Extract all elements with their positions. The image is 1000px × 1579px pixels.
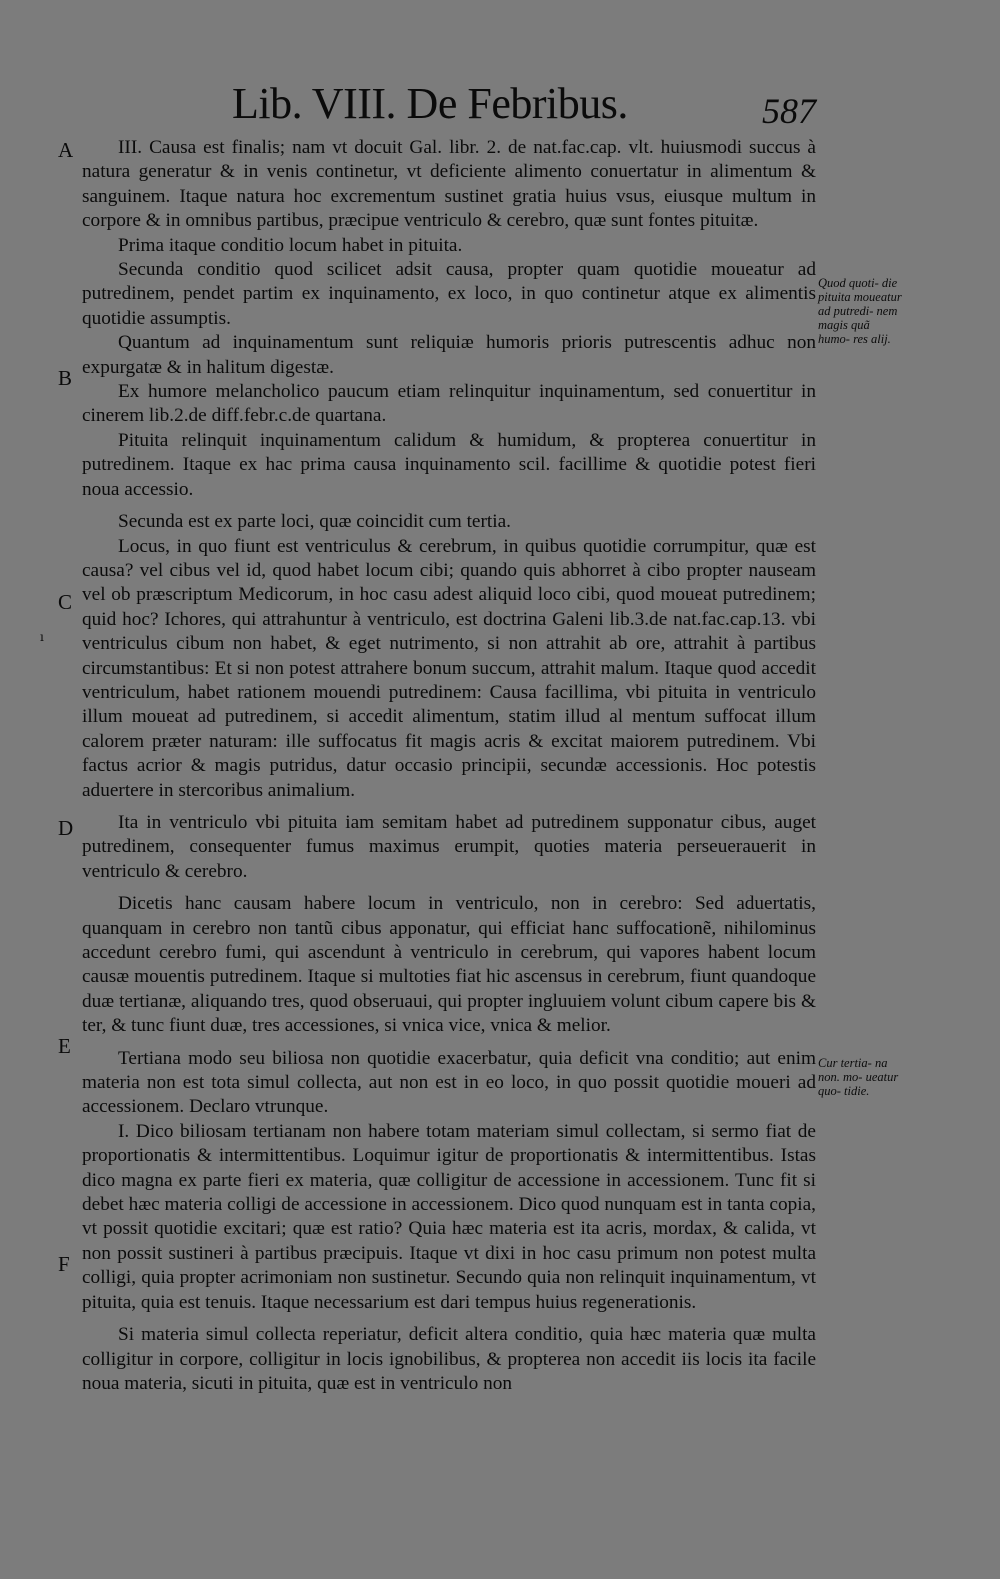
paragraph: Quantum ad inquinamentum sunt reliquiæ humoris prioris putrescentis adhuc non expurgatæ & in halitum digestæ. (82, 332, 816, 378)
paragraph: Dicetis hanc causam habere locum in ventriculo, non in cerebro: Sed aduertatis, quanquam in cerebro non tantũ cibus apponatur, qui efficiat hanc suffocationẽ, nihilominus accedunt cerebro fumi, qui ascendunt à ventriculo in cerebrum, qui vapores habent locum causæ mouentis putredinem. Itaque si multoties fiat hic ascensus in cerebrum, fiunt quandoque duæ tertianæ, aliquando tres, quod obseruaui, qui propter ingluuiem volunt cibum capere bis & ter, & tunc fiunt duæ, tres accessiones, si vnica vice, vnica & melior. (82, 893, 816, 1037)
section-letter-c: C (58, 590, 73, 614)
margin-note-tertiana: Cur tertia- na non. mo- ueatur quo- tidie. (818, 1056, 899, 1098)
page-number: 587 (762, 91, 816, 131)
paragraph: Pituita relinquit inquinamentum calidum & humidum, & propterea conuertitur in putredinem. Itaque ex hac prima causa inquinamento scil. facillime & quotidie potest fieri noua accessio. (82, 429, 816, 500)
main-text (82, 136, 816, 1396)
paragraph: Secunda conditio quod scilicet adsit causa, propter quam quotidie moueatur ad putredinem, pendet partim ex inquinamento, ex loco, in quo continetur atque ex alimentis quotidie assumptis. (82, 259, 816, 329)
paragraph: I. Dico biliosam tertianam non habere totam materiam simul collectam, si sermo fiat de proportionatis & intermittentibus. Loquimur igitur de proportionatis & intermittentibus. Istas dico magna ex parte fieri ex materia, quæ colligitur de accessione in accessionem. Tunc fit si debet hæc materia colligi de accessione in accessionem. Dico quod nunquam est in tanta copia, vt possit quotidie excitari; quæ est ratio? Quia hæc materia est ita acris, mordax, & calida, vt non possit sustineri à partibus præcipuis. Itaque vt dixi in hoc casu primum non potest multa colligi, quia propter acrimoniam non sustinetur. Secundo quia non relinquit inquinamentum, vt pituita, quia est tenuis. Itaque necessarium est dari tempus huius regenerationis. (82, 1120, 816, 1313)
paragraph: III. Causa est finalis; nam vt docuit Gal. libr. 2. de nat.fac.cap. vlt. huiusmodi succus à natura generatur & in venis continetur, vt deficiente alimento conuertatur in alimentum & sanguinem. Itaque natura hoc excrementum sustinet gratia huius vsus, eiusque multum in corpore & in omnibus partibus, præcipue ventriculo & cerebro, quæ sunt fontes pituitæ. (82, 137, 816, 232)
paragraph: Tertiana modo seu biliosa non quotidie exacerbatur, quia deficit vna conditio; aut enim materia non est tota simul collecta, aut non est in eo loco, in quo possit quotidie moueri ad accessionem. Declaro vtrunque. (82, 1047, 816, 1118)
paragraph: Ex humore melancholico paucum etiam relinquitur inquinamentum, sed conuertitur in cinerem lib.2.de diff.febr.c.de quartana. (82, 381, 816, 427)
paragraph: Prima itaque conditio locum habet in pituita. (118, 234, 463, 256)
section-letter-b: B (58, 366, 73, 390)
section-letter-f: F (58, 1252, 70, 1276)
running-title: Lib. VIII. De Febribus. (232, 79, 628, 128)
paragraph: Ita in ventriculo vbi pituita iam semitam habet ad putredinem supponatur cibus, auget putredinem, consequenter fumus maximus erumpit, quoties materia perseuerauerit in ventriculo & cerebro. (82, 811, 816, 882)
section-letter-a: A (58, 138, 74, 162)
margin-speck: ı (40, 630, 44, 644)
section-letter-e: E (58, 1034, 71, 1058)
paragraph: Secunda est ex parte loci, quæ coincidit cum tertia. (118, 511, 511, 533)
margin-note-pituita: Quod quoti- die pituita moueatur ad putredi- nem magis quã humo- res alij. (818, 276, 902, 346)
paragraph: Locus, in quo fiunt est ventriculus & cerebrum, in quibus quotidie corrumpitur, quæ est causa? vel cibus vel id, quod habet locum cibi; quando quis abhorret à cibo propter nauseam vel ob præscriptum Medicorum, in hoc casu adest aliquid loco cibi, quod moueat putredinem; quid hoc? Ichores, qui attrahuntur à ventriculo, est doctrina Galeni lib.3.de nat.fac.cap.13. vbi ventriculus cibum non habet, & eget nutrimento, si non attrahit ab ore, attrahit à partibus circumstantibus: Et si non potest attrahere bonum succum, attrahit malum. Itaque quod accedit ventriculum, habet rationem mouendi putredinem: Causa facillima, vbi pituita in ventriculo illum moueat ad putredinem, si accedit alimentum, statim illud al mentum suffocat illum calorem præter naturam: ille suffocatus fit magis acris & excitat maiorem putredinem. Vbi factus acrior & magis putridus, datur occasio principii, secundæ accessionis. Hoc potestis aduertere in stercoribus animalium. (82, 535, 816, 801)
page-header (0, 78, 1000, 138)
paragraph: Si materia simul collecta reperiatur, deficit altera conditio, quia hæc materia quæ multa colligitur in corpore, colligitur in locis ignobilibus, & propterea non accedit iis locis ita facile noua materia, sicuti in pituita, quæ est in ventriculo non (82, 1324, 816, 1394)
section-letter-d: D (58, 816, 74, 840)
